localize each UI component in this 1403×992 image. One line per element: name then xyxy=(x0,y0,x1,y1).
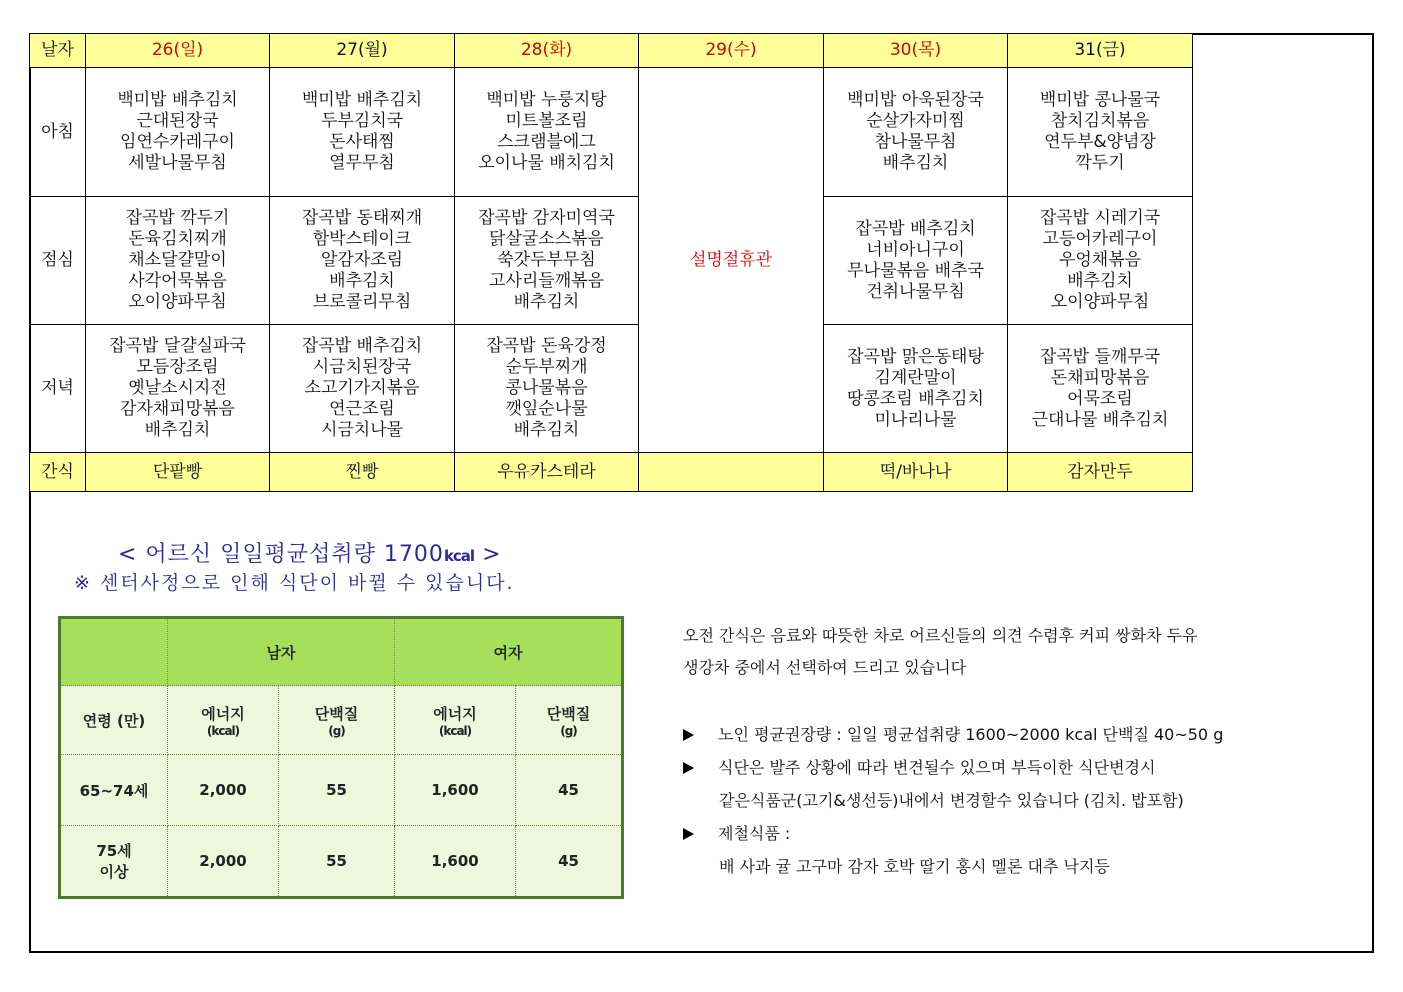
intake-title-suffix: > xyxy=(474,542,502,567)
meal-row-lunch xyxy=(30,197,1193,325)
day-header: 28(화) xyxy=(455,34,639,68)
protein-unit: (g) xyxy=(328,723,345,738)
protein-header xyxy=(516,686,623,755)
date-label: 날자 xyxy=(30,34,86,68)
dish: 고사리들깨볶음 xyxy=(489,271,604,291)
protein-label: 단백질 xyxy=(314,704,359,723)
female-energy: 1,600 xyxy=(395,826,516,898)
day-header: 29(수) xyxy=(639,34,824,68)
dish: 소고기가지볶음 xyxy=(304,378,420,398)
menu-cell xyxy=(455,197,639,325)
snack-cell: 찐빵 xyxy=(270,453,455,492)
male-protein: 55 xyxy=(279,755,395,826)
protein-header xyxy=(279,686,395,755)
arrow-bullet-icon xyxy=(683,729,694,741)
dish: 무나물볶음 배추국 xyxy=(847,260,984,281)
bullet-item xyxy=(683,722,1223,745)
menu-cell xyxy=(455,68,639,197)
bullet-text: 제철식품 : xyxy=(718,824,791,843)
dish: 잡곡밥 동태찌개 xyxy=(301,208,423,228)
dish: 잡곡밥 들깨무국 xyxy=(1039,346,1161,367)
dish: 백미밥 배추김치 xyxy=(117,90,238,110)
dish: 깻잎순나물 xyxy=(505,399,588,419)
arrow-bullet-icon xyxy=(683,828,694,840)
menu-cell xyxy=(270,68,455,197)
dish: 백미밥 배추김치 xyxy=(301,90,423,110)
age-header: 연령 (만) xyxy=(60,686,168,755)
nutrition-table xyxy=(58,616,624,899)
dish: 잡곡밥 돈육강정 xyxy=(486,336,607,356)
dish: 잡곡밥 감자미역국 xyxy=(478,208,615,228)
dish: 잡곡밥 시레기국 xyxy=(1039,208,1161,228)
male-header: 남자 xyxy=(168,618,395,686)
bullet-text: 식단은 발주 상황에 따라 변견될수 있으며 부득이한 식단변경시 xyxy=(718,758,1156,777)
bullet-item xyxy=(683,755,1155,778)
menu-cell xyxy=(824,325,1008,453)
dish: 참나물무침 xyxy=(874,132,957,152)
dish: 잡곡밥 배추김치 xyxy=(855,218,976,239)
dish: 돈채피망볶음 xyxy=(1050,367,1150,388)
bullet-item xyxy=(683,821,790,844)
dish: 어묵조림 xyxy=(1067,388,1133,409)
meal-row-breakfast xyxy=(30,68,1193,197)
date-row xyxy=(30,34,1193,68)
dish: 근대된장국 xyxy=(136,111,219,131)
snack-cell: 떡/바나나 xyxy=(824,453,1008,492)
snack-cell: 감자만두 xyxy=(1008,453,1193,492)
dish: 배추김치 xyxy=(513,292,580,312)
arrow-bullet-icon xyxy=(683,762,694,774)
menu-change-notice: ※ 센터사정으로 인해 식단이 바뀔 수 있습니다. xyxy=(74,572,515,594)
meal-label: 저녁 xyxy=(30,325,86,453)
dish: 깍두기 xyxy=(1075,153,1125,173)
meal-label: 아침 xyxy=(30,68,86,197)
dish: 모듬장조림 xyxy=(136,357,219,377)
dish: 백미밥 아욱된장국 xyxy=(847,90,984,110)
dish: 잡곡밥 배추김치 xyxy=(301,336,423,356)
menu-cell xyxy=(1008,197,1193,325)
menu-cell xyxy=(455,325,639,453)
menu-cell xyxy=(824,197,1008,325)
energy-header xyxy=(168,686,279,755)
protein-label: 단백질 xyxy=(546,704,591,723)
dish: 참치김치볶음 xyxy=(1050,111,1150,131)
info-line: 생강차 중에서 선택하여 드리고 있습니다 xyxy=(683,658,967,677)
dish: 배추김치 xyxy=(144,420,211,440)
menu-cell xyxy=(1008,68,1193,197)
snack-cell: 우유카스테라 xyxy=(455,453,639,492)
dish: 돈육김치찌개 xyxy=(128,229,227,249)
age-cell xyxy=(60,826,168,898)
age-cell: 65~74세 xyxy=(60,755,168,826)
dish: 고등어카레구이 xyxy=(1042,229,1158,249)
age-line: 75세 xyxy=(96,842,132,860)
male-energy: 2,000 xyxy=(168,755,279,826)
dish: 건취나물무침 xyxy=(866,281,965,302)
dish: 배추김치 xyxy=(1067,271,1133,291)
dish: 함박스테이크 xyxy=(312,229,412,249)
energy-label: 에너지 xyxy=(433,704,477,723)
meal-label: 점심 xyxy=(30,197,86,325)
energy-header xyxy=(395,686,516,755)
dish: 연근조림 xyxy=(329,399,395,419)
menu-cell xyxy=(1008,325,1193,453)
menu-cell xyxy=(270,197,455,325)
intake-title-prefix: < 어르신 일일평균섭취량 1700 xyxy=(118,542,444,567)
dish: 김계란말이 xyxy=(874,367,957,388)
holiday-label: 설명절휴관 xyxy=(689,249,773,270)
menu-cell xyxy=(86,325,270,453)
dish: 백미밥 콩나물국 xyxy=(1039,90,1161,110)
dish: 콩나물볶음 xyxy=(505,378,588,398)
protein-unit: (g) xyxy=(560,723,577,738)
bullet-continuation: 배 사과 귤 고구마 감자 호박 딸기 홍시 멜론 대추 낙지등 xyxy=(719,857,1110,876)
bullet-text: 노인 평균권장량 : 일일 평균섭취량 1600~2000 kcal 단백질 40~50 g xyxy=(718,725,1224,744)
dish: 배추김치 xyxy=(513,420,580,440)
snack-cell: 단팥빵 xyxy=(86,453,270,492)
menu-cell xyxy=(86,197,270,325)
dish: 두부김치국 xyxy=(320,111,404,131)
energy-unit: (kcal) xyxy=(206,723,240,738)
female-protein: 45 xyxy=(516,755,623,826)
dish: 사각어묵볶음 xyxy=(128,271,227,291)
weekly-menu-table xyxy=(29,33,1193,492)
table-row xyxy=(60,755,623,826)
dish: 돈사태찜 xyxy=(329,132,395,152)
dish: 배추김치 xyxy=(329,271,395,291)
female-protein: 45 xyxy=(516,826,623,898)
dish: 옛날소시지전 xyxy=(128,378,227,398)
day-header: 30(목) xyxy=(824,34,1008,68)
snack-row xyxy=(30,453,1193,492)
day-header: 31(금) xyxy=(1008,34,1193,68)
dish: 채소달걀말이 xyxy=(128,250,227,270)
dish: 임연수카레구이 xyxy=(120,132,235,152)
nutrition-gender-row xyxy=(60,618,623,686)
dish: 미트볼조림 xyxy=(505,111,588,131)
dish: 잡곡밥 깍두기 xyxy=(125,208,230,228)
dish: 쑥갓두부무침 xyxy=(497,250,596,270)
dish: 우엉채볶음 xyxy=(1058,250,1142,270)
menu-cell xyxy=(270,325,455,453)
info-line: 오전 간식은 음료와 따뜻한 차로 어르신들의 의견 수렴후 커피 쌍화차 두유 xyxy=(683,626,1198,645)
dish: 잡곡밥 달걀실파국 xyxy=(109,336,246,356)
dish: 시금치된장국 xyxy=(312,357,412,377)
dish: 닭살굴소스볶음 xyxy=(489,229,604,249)
intake-title xyxy=(118,537,502,568)
dish: 알감자조림 xyxy=(320,250,404,270)
energy-unit: (kcal) xyxy=(438,723,472,738)
dish: 너비아니구이 xyxy=(866,239,965,260)
day-header: 27(월) xyxy=(270,34,455,68)
menu-cell xyxy=(86,68,270,197)
dish: 스크램블에그 xyxy=(497,132,596,152)
dish: 브로콜리무침 xyxy=(312,292,412,312)
dish: 오이나물 배치김치 xyxy=(478,153,615,173)
dish: 잡곡밥 맑은동태탕 xyxy=(847,346,984,367)
dish: 미나리나물 xyxy=(874,409,957,430)
table-row xyxy=(60,826,623,898)
nutrition-header-row xyxy=(60,686,623,755)
snack-label: 간식 xyxy=(30,453,86,492)
age-line: 이상 xyxy=(99,863,129,881)
snack-info-paragraph xyxy=(683,620,1343,684)
bullet-continuation: 같은식품군(고기&생선등)내에서 변경할수 있습니다 (김치. 밥포함) xyxy=(719,791,1184,810)
female-energy: 1,600 xyxy=(395,755,516,826)
meal-row-dinner xyxy=(30,325,1193,453)
dish: 세발나물무침 xyxy=(128,153,227,173)
dish: 시금치나물 xyxy=(320,420,404,440)
dish: 땅콩조림 배추김치 xyxy=(847,388,984,409)
male-protein: 55 xyxy=(279,826,395,898)
dish: 연두부&양념장 xyxy=(1044,132,1156,152)
dish: 오이양파무침 xyxy=(128,292,227,312)
dish: 백미밥 누룽지탕 xyxy=(486,90,607,110)
dish: 열무무침 xyxy=(329,153,395,173)
snack-cell xyxy=(639,453,824,492)
dish: 순두부찌개 xyxy=(505,357,588,377)
dish: 순살가자미찜 xyxy=(866,111,965,131)
dish: 근대나물 배추김치 xyxy=(1031,409,1169,430)
holiday-cell xyxy=(639,68,824,453)
corner-cell xyxy=(60,618,168,686)
dish: 배추김치 xyxy=(882,153,949,173)
male-energy: 2,000 xyxy=(168,826,279,898)
female-header: 여자 xyxy=(395,618,623,686)
intake-title-unit: kcal xyxy=(443,547,475,565)
energy-label: 에너지 xyxy=(201,704,245,723)
dish: 감자채피망볶음 xyxy=(120,399,235,419)
dish: 오이양파무침 xyxy=(1050,292,1150,312)
menu-cell xyxy=(824,68,1008,197)
day-header: 26(일) xyxy=(86,34,270,68)
